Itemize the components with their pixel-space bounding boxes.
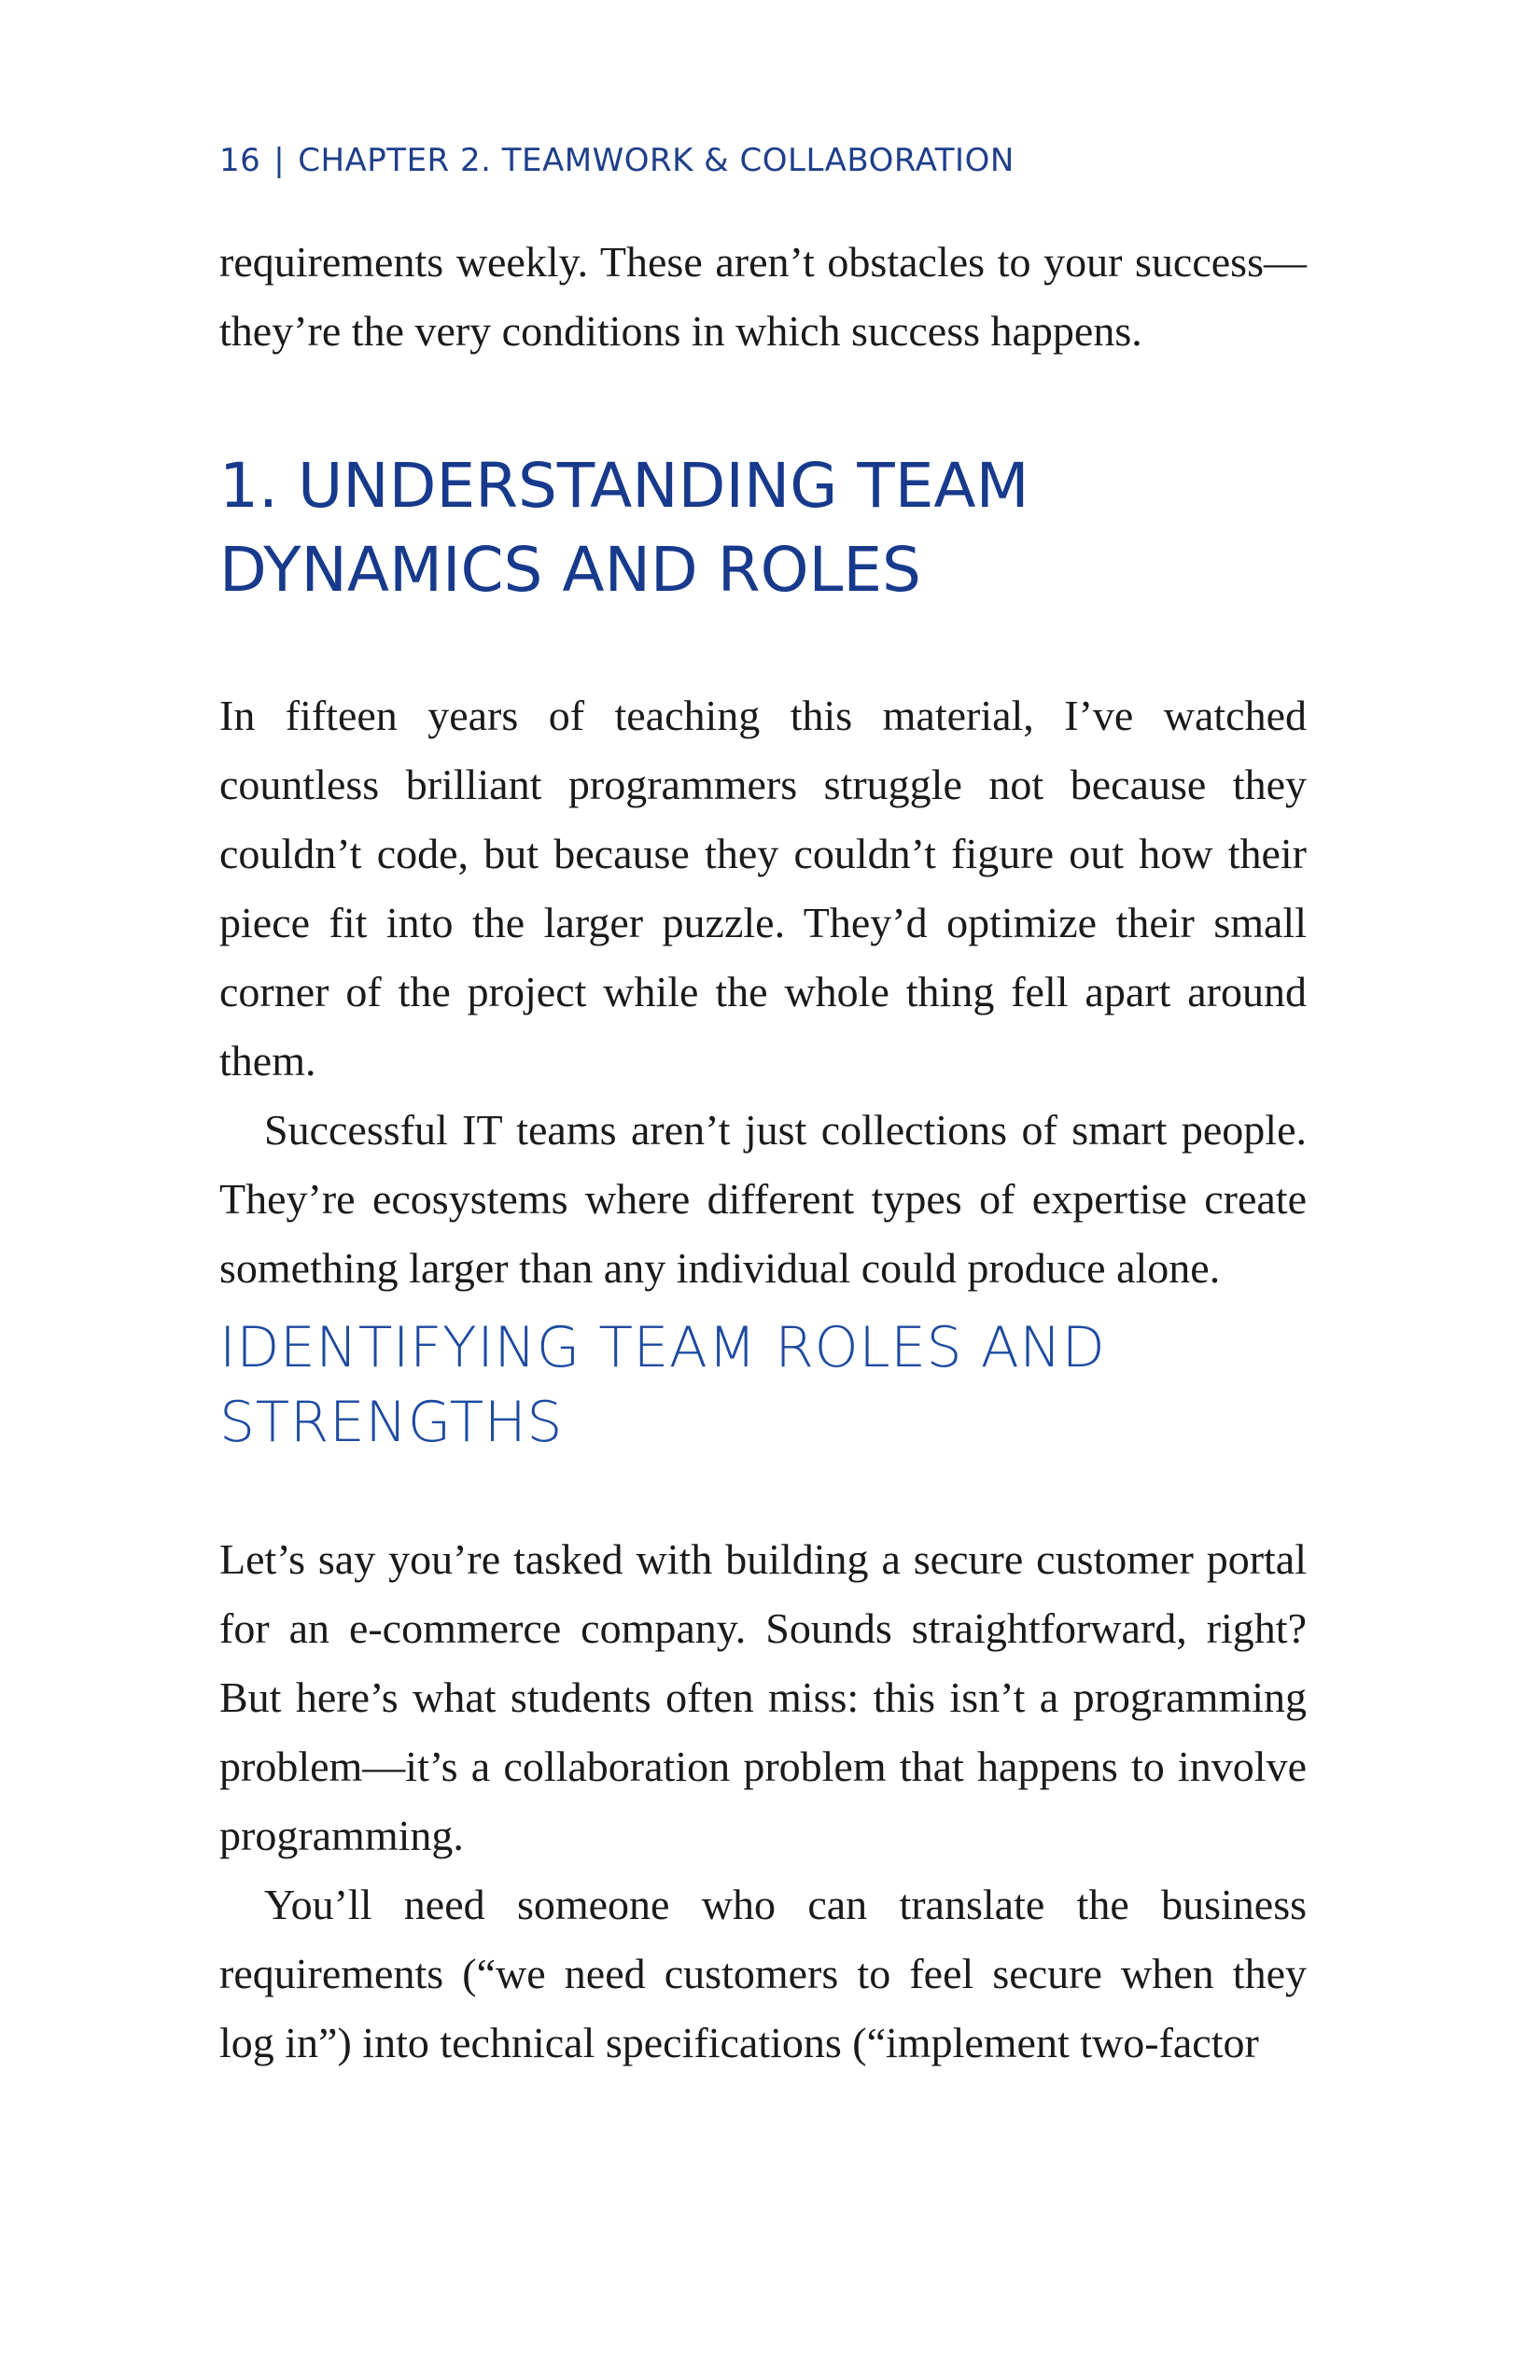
section-heading-block <box>219 444 1307 612</box>
subsection-body <box>219 1525 1307 2078</box>
subsection-paragraph-1: Let’s say you’re tasked with building a secure customer portal for an e-commerce company. Sounds straightforward, right? But here’s what students often miss: this isn’t a programming problem—it’s a collaboration problem that happens to involve programming. <box>219 1535 1307 1859</box>
page-number: 16 <box>219 142 261 179</box>
section-paragraph-2: Successful IT teams aren’t just collections of smart people. They’re ecosystems where different types of expertise create something larger than any individual could produce alone. <box>219 1106 1307 1292</box>
chapter-title: CHAPTER 2. TEAMWORK & COLLABORATION <box>298 142 1015 179</box>
section-body <box>219 681 1307 1303</box>
subsection-paragraph-2: You’ll need someone who can translate the business requirements (“we need customers to feel secure when they log in”) into technical specifications (“implement two-factor <box>219 1881 1307 2066</box>
header-separator: | <box>273 142 286 179</box>
continuation-paragraph: requirements weekly. These aren’t obstacles to your success—they’re the very conditions in which success happens. <box>219 238 1307 355</box>
continuation-block <box>219 228 1307 366</box>
running-header <box>219 142 1015 179</box>
subsection-heading: IDENTIFYING TEAM ROLES AND STRENGTHS <box>219 1315 1106 1455</box>
section-paragraph-1: In fifteen years of teaching this material, I’ve watched countless brilliant programmers struggle not because they couldn’t code, but because they couldn’t figure out how their piece fit into the larger puzzle. They’d optimize their small corner of the project while the whole thing fell apart around them. <box>219 692 1307 1085</box>
section-heading: 1. UNDERSTANDING TEAM DYNAMICS AND ROLES <box>219 450 1029 606</box>
subsection-heading-block <box>219 1310 1307 1460</box>
